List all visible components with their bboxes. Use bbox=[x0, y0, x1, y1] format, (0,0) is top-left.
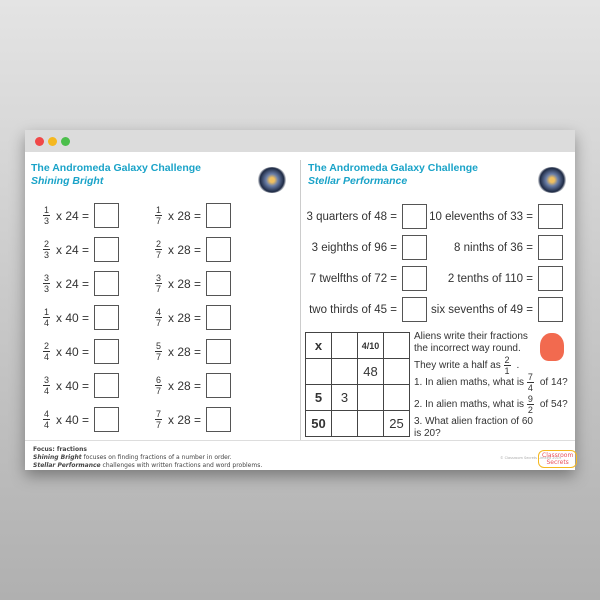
fraction bbox=[43, 409, 50, 430]
denominator: 7 bbox=[156, 216, 162, 226]
galaxy-icon bbox=[537, 167, 567, 193]
close-button[interactable] bbox=[35, 137, 44, 146]
text: Stellar Performance bbox=[33, 462, 101, 469]
answer-box[interactable] bbox=[538, 204, 563, 229]
fraction-question bbox=[155, 305, 231, 330]
grid-cell[interactable] bbox=[332, 333, 358, 359]
grid-cell[interactable] bbox=[306, 359, 332, 385]
fraction bbox=[43, 273, 50, 294]
answer-box[interactable] bbox=[402, 235, 427, 260]
answer-box[interactable] bbox=[94, 237, 119, 262]
numerator: 2 bbox=[156, 239, 162, 249]
alien-q3 bbox=[414, 416, 533, 440]
operation-text: x 40 = bbox=[56, 310, 90, 325]
text: is 20? bbox=[414, 428, 441, 439]
grid-cell: 3 bbox=[332, 385, 358, 411]
fraction bbox=[43, 239, 50, 260]
text: They write a half as $\frac{2}{1}$ . bbox=[414, 355, 520, 376]
numerator: 3 bbox=[156, 273, 162, 283]
question-text: six sevenths of 49 = bbox=[431, 303, 533, 316]
answer-box[interactable] bbox=[402, 204, 427, 229]
numerator: 5 bbox=[156, 341, 162, 351]
numerator: 6 bbox=[156, 375, 162, 385]
right-title: The Andromeda Galaxy Challenge bbox=[308, 162, 478, 174]
fraction bbox=[155, 341, 162, 362]
grid-row bbox=[306, 411, 410, 437]
grid-cell[interactable] bbox=[358, 385, 384, 411]
fraction-question bbox=[43, 339, 119, 364]
copyright: © Classroom Secrets Limited 2019 bbox=[500, 456, 562, 460]
operation-text: x 28 = bbox=[168, 310, 202, 325]
operation-text: x 28 = bbox=[168, 276, 202, 291]
denominator: 7 bbox=[156, 420, 162, 430]
grid-cell: x bbox=[306, 333, 332, 359]
numerator: 2 bbox=[44, 239, 50, 249]
word-question bbox=[310, 266, 427, 291]
answer-box[interactable] bbox=[206, 305, 231, 330]
denominator: 4 bbox=[44, 420, 50, 430]
answer-box[interactable] bbox=[538, 266, 563, 291]
word-question bbox=[454, 235, 563, 260]
footer-line2 bbox=[33, 462, 262, 470]
denominator: 7 bbox=[156, 284, 162, 294]
word-question bbox=[309, 297, 427, 322]
maximize-button[interactable] bbox=[61, 137, 70, 146]
operation-text: x 28 = bbox=[168, 344, 202, 359]
fraction-question bbox=[155, 373, 231, 398]
fraction bbox=[43, 341, 50, 362]
answer-box[interactable] bbox=[402, 297, 427, 322]
question-text: 10 elevenths of 33 = bbox=[429, 210, 533, 223]
denominator: 4 bbox=[44, 386, 50, 396]
denominator: 7 bbox=[156, 386, 162, 396]
denominator: 4 bbox=[44, 318, 50, 328]
fraction-question bbox=[43, 305, 119, 330]
grid-cell: 4/10 bbox=[358, 333, 384, 359]
operation-text: x 28 = bbox=[168, 378, 202, 393]
left-subtitle: Shining Bright bbox=[31, 175, 104, 187]
focus-text: Focus: fractions bbox=[33, 446, 87, 453]
fraction bbox=[155, 409, 162, 430]
answer-box[interactable] bbox=[206, 407, 231, 432]
fraction bbox=[43, 307, 50, 328]
fraction-question bbox=[155, 407, 231, 432]
text: the incorrect way round. bbox=[414, 343, 521, 354]
numerator: 7 bbox=[156, 409, 162, 419]
operation-text: x 40 = bbox=[56, 378, 90, 393]
fraction-question bbox=[43, 237, 119, 262]
den: 2 bbox=[527, 405, 533, 415]
grid-cell[interactable] bbox=[358, 411, 384, 437]
operation-text: x 40 = bbox=[56, 412, 90, 427]
fraction bbox=[43, 205, 50, 226]
multiplication-grid bbox=[305, 332, 410, 437]
answer-box[interactable] bbox=[538, 297, 563, 322]
answer-box[interactable] bbox=[94, 305, 119, 330]
text: 1. In alien maths, what is bbox=[414, 376, 525, 388]
text: of 54? bbox=[539, 398, 568, 410]
grid-cell: 5 bbox=[306, 385, 332, 411]
numerator: 4 bbox=[44, 409, 50, 419]
fraction bbox=[155, 273, 162, 294]
operation-text: x 24 = bbox=[56, 242, 90, 257]
grid-cell: 50 bbox=[306, 411, 332, 437]
title-bar bbox=[25, 130, 575, 152]
text: of 14? bbox=[539, 376, 568, 388]
word-question bbox=[431, 297, 563, 322]
question-text: 2 tenths of 110 = bbox=[447, 272, 533, 285]
answer-box[interactable] bbox=[206, 373, 231, 398]
text: 3. What alien fraction of 60 bbox=[414, 416, 533, 427]
num: 7 bbox=[527, 372, 533, 382]
numerator: 1 bbox=[156, 205, 162, 215]
fraction bbox=[155, 307, 162, 328]
word-question bbox=[448, 266, 563, 291]
operation-text: x 28 = bbox=[168, 208, 202, 223]
footer-notes bbox=[33, 446, 262, 470]
question-text: 8 ninths of 36 = bbox=[454, 241, 533, 254]
denominator: 3 bbox=[44, 250, 50, 260]
fraction-question bbox=[43, 203, 119, 228]
denominator: 7 bbox=[156, 250, 162, 260]
fraction-question bbox=[43, 407, 119, 432]
column-divider bbox=[300, 160, 301, 440]
fraction-question bbox=[43, 271, 119, 296]
fraction bbox=[155, 375, 162, 396]
question-text: 3 eighths of 96 = bbox=[311, 241, 397, 254]
operation-text: x 28 = bbox=[168, 242, 202, 257]
footer-divider bbox=[25, 440, 575, 441]
minimize-button[interactable] bbox=[48, 137, 57, 146]
answer-box[interactable] bbox=[206, 203, 231, 228]
numerator: 1 bbox=[44, 307, 50, 317]
fraction bbox=[155, 205, 162, 226]
word-question bbox=[307, 204, 427, 229]
fraction-question bbox=[155, 237, 231, 262]
numerator: 3 bbox=[44, 375, 50, 385]
grid-cell[interactable] bbox=[332, 359, 358, 385]
question-text: 7 twelfths of 72 = bbox=[309, 272, 397, 285]
answer-box[interactable] bbox=[206, 271, 231, 296]
word-question bbox=[429, 204, 563, 229]
text: challenges with written fractions and word problems. bbox=[100, 462, 263, 469]
alien-q2 bbox=[414, 394, 568, 415]
fraction-question bbox=[155, 339, 231, 364]
den: 4 bbox=[527, 383, 533, 393]
denominator: 3 bbox=[44, 284, 50, 294]
denominator: 4 bbox=[44, 352, 50, 362]
fraction bbox=[43, 375, 50, 396]
answer-box[interactable] bbox=[402, 266, 427, 291]
numerator: 4 bbox=[156, 307, 162, 317]
fraction bbox=[527, 394, 534, 415]
num: 9 bbox=[527, 394, 533, 404]
numerator: 2 bbox=[44, 341, 50, 351]
answer-box[interactable] bbox=[94, 271, 119, 296]
numerator: 1 bbox=[44, 205, 50, 215]
text: They write a half as bbox=[414, 359, 501, 371]
alien-q1 bbox=[414, 372, 568, 393]
galaxy-icon bbox=[257, 167, 287, 193]
answer-box[interactable] bbox=[206, 237, 231, 262]
right-subtitle: Stellar Performance bbox=[308, 175, 408, 187]
answer-box[interactable] bbox=[94, 339, 119, 364]
operation-text: x 40 = bbox=[56, 344, 90, 359]
den: 1 bbox=[504, 366, 510, 376]
footer-line1 bbox=[33, 454, 262, 462]
grid-row bbox=[306, 333, 410, 359]
question-text: 3 quarters of 48 = bbox=[306, 210, 397, 223]
question-text: two thirds of 45 = bbox=[309, 303, 397, 316]
fraction bbox=[527, 372, 534, 393]
denominator: 7 bbox=[156, 352, 162, 362]
denominator: 3 bbox=[44, 216, 50, 226]
answer-box[interactable] bbox=[94, 203, 119, 228]
classroom-secrets-logo: Classroom Secrets bbox=[538, 450, 577, 468]
answer-box[interactable] bbox=[538, 235, 563, 260]
grid-cell[interactable] bbox=[384, 385, 410, 411]
operation-text: x 24 = bbox=[56, 208, 90, 223]
fraction-question bbox=[155, 203, 231, 228]
alien-monster-icon bbox=[540, 333, 564, 361]
operation-text: x 24 = bbox=[56, 276, 90, 291]
grid-cell: 48 bbox=[358, 359, 384, 385]
app-window bbox=[25, 130, 575, 470]
text: Aliens write their fractions bbox=[414, 331, 528, 342]
alien-intro bbox=[414, 331, 528, 376]
text: focuses on finding fractions of a number in order. bbox=[81, 454, 232, 461]
numerator: 3 bbox=[44, 273, 50, 283]
grid-cell[interactable] bbox=[332, 411, 358, 437]
grid-cell[interactable] bbox=[384, 333, 410, 359]
text: 2. In alien maths, what is bbox=[414, 398, 525, 410]
answer-box[interactable] bbox=[206, 339, 231, 364]
fraction-question bbox=[43, 373, 119, 398]
text: Shining Bright bbox=[33, 454, 82, 461]
answer-box[interactable] bbox=[94, 373, 119, 398]
grid-row bbox=[306, 385, 410, 411]
left-title: The Andromeda Galaxy Challenge bbox=[31, 162, 201, 174]
num: 2 bbox=[504, 355, 510, 365]
denominator: 7 bbox=[156, 318, 162, 328]
answer-box[interactable] bbox=[94, 407, 119, 432]
operation-text: x 28 = bbox=[168, 412, 202, 427]
fraction bbox=[155, 239, 162, 260]
grid-cell[interactable] bbox=[384, 359, 410, 385]
fraction-question bbox=[155, 271, 231, 296]
grid-cell: 25 bbox=[384, 411, 410, 437]
word-question bbox=[312, 235, 427, 260]
grid-row bbox=[306, 359, 410, 385]
